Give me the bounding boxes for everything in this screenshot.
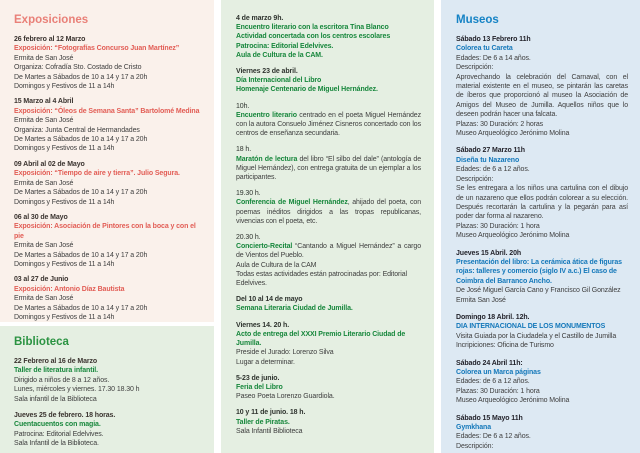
section-exposiciones (0, 0, 214, 322)
section-museos (441, 0, 640, 453)
event (14, 97, 202, 153)
event-line: Domingos y Festivos de 11 a 14h (14, 198, 115, 206)
event (456, 414, 628, 452)
event (236, 102, 421, 139)
event-date: Jueves 15 Abril. 20h (456, 249, 522, 257)
event (236, 67, 421, 95)
event (14, 411, 202, 449)
event-line: Sala Infantil Biblioteca (236, 427, 303, 435)
event-title: Colorea un Marca páginas (456, 369, 541, 376)
event-line: Visita Guiada por la Ciudadela y el Castillo de Jumilla (456, 332, 617, 340)
event-line: Organiza: Cofradía Sto. Costado de Cristo (14, 64, 142, 72)
biblioteca-events (14, 357, 202, 449)
event-title: Exposición: “Óleos de Semana Santa” Bartolomé Medina (14, 107, 200, 115)
event-line: Organiza: Junta Central de Hermandades (14, 126, 140, 134)
event (236, 408, 421, 436)
event-line: Aula de Cultura de la CAM (236, 261, 317, 269)
event-accent-line: Actividad concertada con los centros escolares (236, 33, 391, 41)
event-date: 15 Marzo al 4 Abril (14, 98, 74, 106)
event-line: Preside el Jurado: Lorenzo Silva (236, 349, 334, 357)
event (14, 160, 202, 207)
event (456, 249, 628, 305)
event-title: DIA INTERNACIONAL DE LOS MONUMENTOS (456, 323, 606, 331)
event-line: Domingos y Festivos de 11 a 14h (14, 145, 115, 153)
event-date: Del 10 al 14 de mayo (236, 296, 303, 304)
event-date: 5-23 de junio. (236, 374, 280, 382)
event (236, 295, 421, 313)
event-date: 03 al 27 de Junio (14, 276, 69, 284)
event-title: Colorea tu Careta (456, 45, 513, 53)
event-title: Cuentacuentos con magia. (14, 421, 101, 429)
paragraph-text: del libro “El silbo del dale” (antología de Miguel Hernández), con entrega gratuita de un ejemplar a los participantes. (236, 155, 421, 182)
event-accent-line: Homenaje Centenario de Miguel Hernández. (236, 86, 378, 94)
exposiciones-events (14, 35, 202, 322)
event (456, 313, 628, 351)
event-line: Domingos y Festivos de 11 a 14h (14, 313, 115, 321)
event-line: Ermita de San José (14, 295, 74, 303)
event-paragraph (236, 155, 421, 183)
event-date: 10 y 11 de junio. 18 h. (236, 409, 306, 417)
event-accent-line: Semana Literaria Ciudad de Jumilla. (236, 305, 353, 313)
event-line: Paseo Poeta Lorenzo Guardiola. (236, 393, 335, 401)
event-date: Jueves 25 de febrero. 18 horas. (14, 412, 116, 420)
event-line: Descripción: (456, 175, 494, 183)
section-title-museos: Museos (456, 14, 499, 26)
event-date: 09 Abril al 02 de Mayo (14, 160, 85, 168)
event-line: Plazas: 30 Duración: 1 hora (456, 387, 540, 395)
event-line: De Martes a Sábados de 10 a 14 y 17 a 20h (14, 73, 148, 81)
event-date: 22 Febrero al 16 de Marzo (14, 358, 98, 365)
event-line: Incripiciones: Oficina de Turismo (456, 342, 554, 350)
event-line: Domingos y Festivos de 11 a 14h (14, 260, 115, 268)
event-line: De Martes a Sábados de 10 a 14 y 17 a 20h (14, 304, 148, 312)
event-accent-line: Encuentro literario con la escritora Tina Blanco (236, 24, 389, 32)
event-line: Edades: de 6 a 12 años. (456, 378, 530, 386)
event-line: Dirigido a niños de 8 a 12 años. (14, 376, 110, 384)
event (236, 321, 421, 367)
event-line: Ermita de San José (14, 117, 74, 125)
left-column (0, 0, 214, 453)
event-line: Aprovechando la celebración del Carnaval, con el material existente en el museo, se pintarán las caretas de íberos que proporcionó al museo la Asociación de Amigos del Museo de Jumilla. Aquellos niños que lo deseen podrán hacer una falcata. (456, 73, 628, 119)
event (236, 233, 421, 288)
paragraph-text: “Cantando a Miguel Hernández” a cargo de Vientos del Pueblo. (236, 243, 421, 260)
event-line: De Martes a Sábados de 10 a 14 y 17 a 20h (14, 251, 148, 259)
event (14, 275, 202, 322)
event (14, 213, 202, 269)
paragraph-text: centrado en el poeta Miguel Hernández con la autora Consuelo Jiménez Cisneros concertado con los centros de enseñanza secundaria. (236, 111, 421, 138)
event (456, 35, 628, 138)
event-date: Sábado 15 Mayo 11h (456, 414, 523, 422)
event-line: Edades: De 6 a 14 años. (456, 54, 531, 62)
event-paragraph (236, 242, 421, 260)
event (14, 35, 202, 91)
event-line: Museo Arqueológico Jerónimo Molina (456, 232, 570, 240)
event (456, 359, 628, 406)
event-line: Sala infantil de la Biblioteca (14, 395, 97, 403)
event-line: De Martes a Sábados de 10 a 14 y 17 a 20h (14, 189, 148, 197)
event-line: Descripción: (456, 64, 494, 72)
event-line: Edades: de 6 a 12 años. (456, 166, 530, 174)
event-line: Ermita San José (456, 296, 506, 304)
event-line: De Martes a Sábados de 10 a 14 y 17 a 20h (14, 136, 148, 144)
event-date: Viernes 14. 20 h. (236, 321, 290, 329)
section-agenda (221, 0, 434, 453)
event-line: Descripción: (456, 442, 494, 450)
event-line: Museo Arqueológico Jerónimo Molina (456, 397, 570, 405)
paragraph-lead: Concierto-Recital (236, 243, 293, 251)
event (236, 14, 421, 60)
event-line: Plazas: 30 Duración: 2 horas (456, 120, 544, 128)
event-accent-line: Aula de Cultura de la CAM. (236, 51, 323, 59)
event (236, 189, 421, 226)
event-title: Exposición: “Fotografías Concurso Juan Martínez” (14, 45, 180, 53)
event-title: Presentación del libro: La cerámica ática de figuras rojas: talleres y comercio (siglo IV a.c.) El caso de Coimbra del Barranco Ancho. (456, 258, 622, 285)
event-accent-line: Día Internacional del Libro (236, 77, 322, 85)
event-line: Patrocina: Editorial Edelvives. (14, 430, 104, 438)
section-biblioteca (0, 326, 214, 453)
paragraph-lead: Maratón de lectura (236, 155, 298, 163)
event-time: 19.30 h. (236, 190, 261, 198)
event-date: 26 febrero al 12 Marzo (14, 36, 86, 43)
event-title: Gymkhana (456, 424, 491, 432)
event-date: Viernes 23 de abril. (236, 68, 298, 76)
event (456, 146, 628, 240)
paragraph-lead: Conferencia de Miguel Hernández (236, 199, 348, 207)
event-time: 20.30 h. (236, 234, 261, 242)
event-accent-line: Patrocina: Editorial Edelvives. (236, 42, 334, 50)
event-paragraph (236, 198, 421, 226)
event-line: Lunes, miércoles y viernes. 17.30 18.30 h (14, 386, 140, 394)
event-date: 06 al 30 de Mayo (14, 213, 68, 221)
event-line: De José Miguel García Cano y Francisco Gil González (456, 287, 621, 295)
paragraph-lead: Encuentro literario (236, 111, 297, 119)
event-line: Ermita de San José (14, 54, 74, 62)
event-line: Ermita de San José (14, 242, 74, 250)
museos-events (456, 35, 628, 451)
event-title: Diseña tu Nazareno (456, 156, 520, 164)
event-title: Taller de literatura infantil. (14, 367, 99, 375)
event (236, 145, 421, 182)
event-line: Plazas: 30 Duración: 1 hora (456, 222, 540, 230)
event-title: Exposición: Antonio Díaz Bautista (14, 285, 125, 293)
section-title-exposiciones: Exposiciones (14, 14, 89, 26)
event-accent-line: Acto de entrega del XXXI Premio Literario Ciudad de Jumilla. (236, 330, 406, 348)
event (236, 374, 421, 402)
event (14, 357, 202, 404)
event-date: 4 de marzo 9h. (236, 15, 284, 22)
event-date: Sábado 13 Febrero 11h (456, 36, 531, 43)
agenda-events (236, 14, 421, 436)
section-title-biblioteca: Biblioteca (14, 336, 69, 348)
event-line: Sala Infantil de la Biblioteca. (14, 440, 99, 448)
event-accent-line: Taller de Piratas. (236, 418, 290, 426)
event-line: Todas estas actividades están patrocinadas por: Editorial Edelvives. (236, 270, 407, 288)
event-time: 18 h. (236, 146, 252, 154)
event-line: Lugar a determinar. (236, 358, 295, 366)
event-title: Exposición: “Tiempo de aire y tierra”. Julio Segura. (14, 170, 180, 178)
event-time: 10h. (236, 102, 250, 110)
paragraph-text: , ahijado del poeta, con poemas inéditos dirigidos a las tropas republicanas, vivencias con el poeta, etc. (236, 199, 421, 225)
event-date: Domingo 18 Abril. 12h. (456, 313, 530, 321)
event-paragraph (236, 111, 421, 139)
event-line: Ermita de San José (14, 179, 74, 187)
event-accent-line: Feria del Libro (236, 383, 283, 391)
event-date: Sábado 27 Marzo 11h (456, 147, 525, 155)
event-date: Sábado 24 Abril 11h: (456, 359, 523, 367)
event-line: Se les entregara a los niños una cartulina con el dibujo de un nazareno que ellos podrán colorear a su elección. Después recortarán la cartulina y la pegarán para así poder dar forma al nazareno. (456, 185, 628, 221)
event-line: Domingos y Festivos de 11 a 14h (14, 83, 115, 91)
event-line: Museo Arqueológico Jerónimo Molina (456, 130, 570, 138)
event-title: Exposición: Asociación de Pintores con la boca y con el pie (14, 223, 196, 240)
event-line: Edades: De 6 a 12 años. (456, 433, 531, 441)
